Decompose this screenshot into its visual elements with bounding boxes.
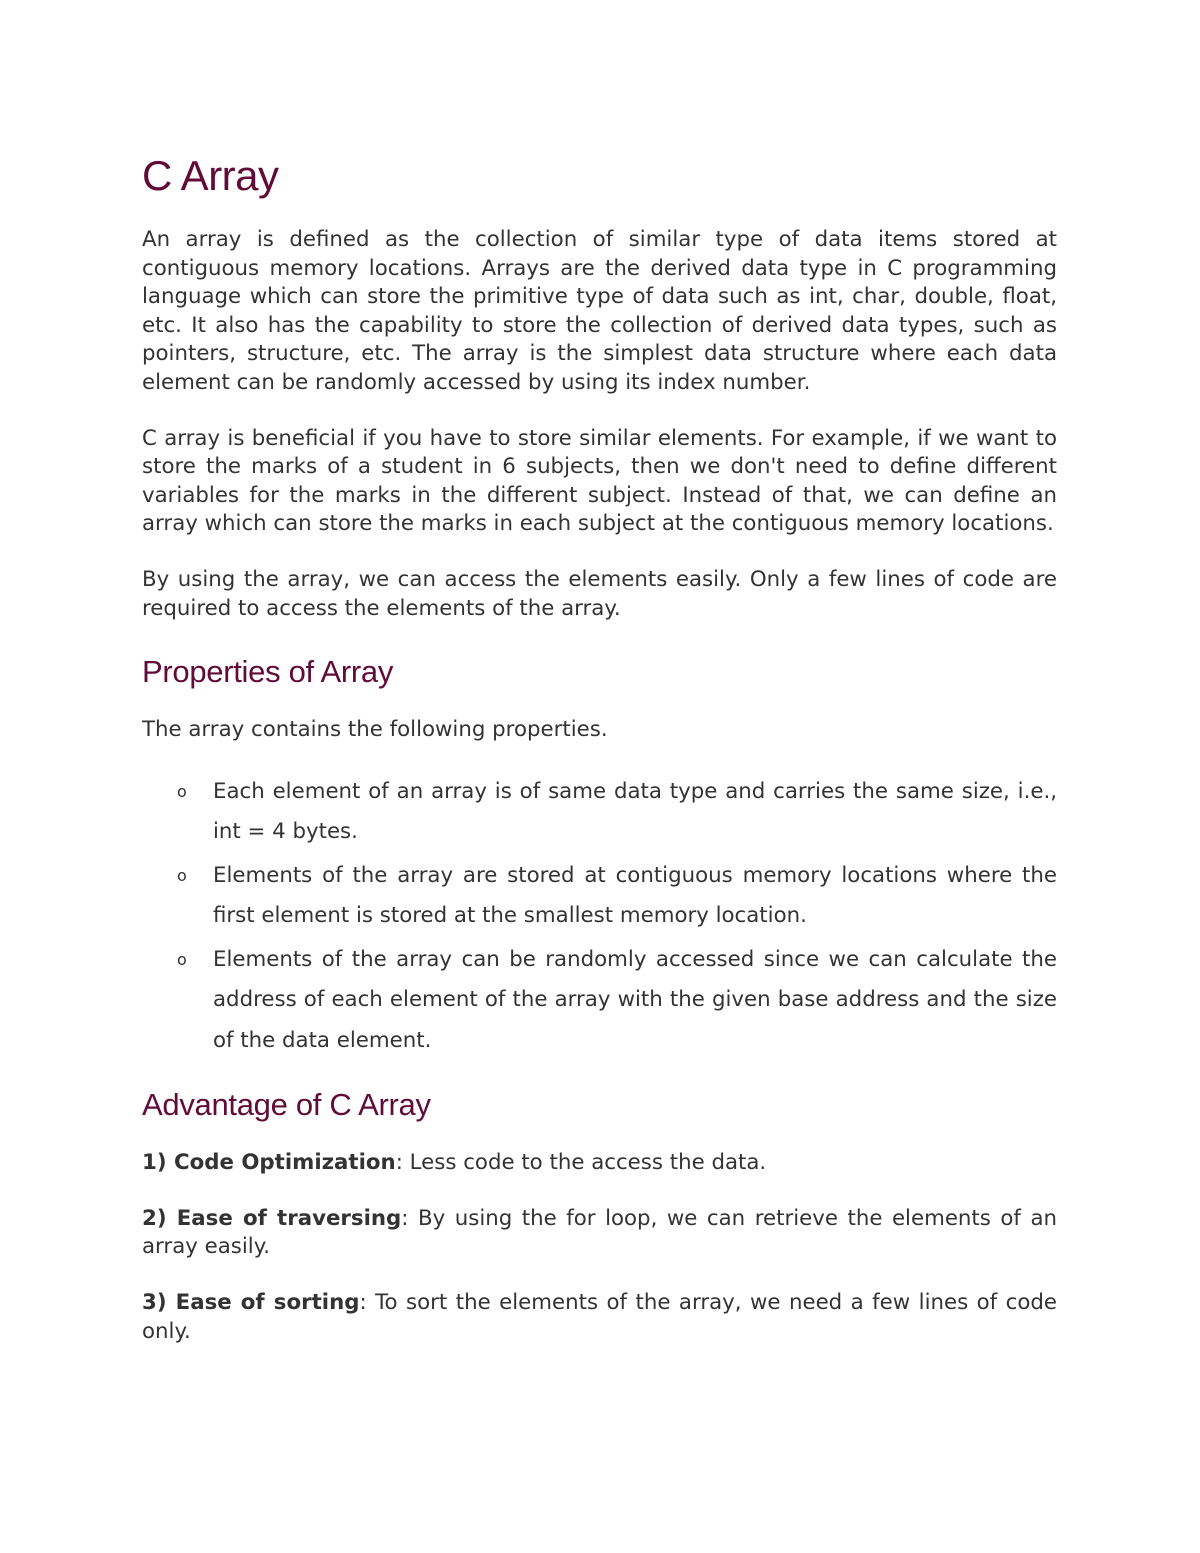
intro-paragraph-3: By using the array, we can access the elements easily. Only a few lines of code are required to access the elements of the array. [142, 566, 1057, 621]
list-item-text: Elements of the array can be randomly accessed since we can calculate the address of each element of the array with the given base address and the size of the data element. [213, 946, 1057, 1053]
advantage-item-1 [142, 1149, 1057, 1178]
advantage-label: 2) Ease of traversing [142, 1205, 402, 1231]
advantage-item-2 [142, 1205, 1057, 1262]
page-title: C Array [142, 152, 279, 199]
properties-intro: The array contains the following properties. [142, 717, 608, 743]
properties-list [142, 772, 1057, 1062]
circle-bullet-icon: o [177, 865, 187, 885]
advantage-text: : To sort the elements of the array, we need a few lines of code only. [142, 1290, 1057, 1344]
list-item-text: Elements of the array are stored at contiguous memory locations where the first element is stored at the smallest memory location. [213, 862, 1057, 929]
properties-heading: Properties of Array [142, 654, 394, 690]
circle-bullet-icon: o [177, 949, 187, 969]
advantage-text: : By using the for loop, we can retrieve the elements of an array easily. [142, 1205, 1057, 1260]
list-item [142, 772, 1057, 853]
list-item [142, 940, 1057, 1062]
advantage-item-3 [142, 1289, 1057, 1346]
document-page [142, 148, 1057, 1373]
intro-paragraph-2: C array is beneficial if you have to store similar elements. For example, if we want to store the marks of a student in 6 subjects, then we don't need to define different variables for the marks in the different subject. Instead of that, we can define an array which can store the marks in each subject at the contiguous memory locations. [142, 425, 1057, 537]
advantage-label: 1) Code Optimization [142, 1150, 396, 1176]
circle-bullet-icon: o [177, 781, 187, 801]
advantages-heading: Advantage of C Array [142, 1087, 431, 1123]
list-item-text: Each element of an array is of same data type and carries the same size, i.e., int = 4 bytes. [213, 778, 1057, 845]
list-item [142, 856, 1057, 937]
intro-paragraph-1: An array is defined as the collection of similar type of data items stored at contiguous memory locations. Arrays are the derived data type in C programming language which can store the primitive type of data such as int, char, double, float, etc. It also has the capability to store the collection of derived data types, such as pointers, structure, etc. The array is the simplest data structure where each data element can be randomly accessed by using its index number. [142, 227, 1057, 395]
advantage-label: 3) Ease of sorting [142, 1290, 360, 1315]
advantage-text: : Less code to the access the data. [395, 1150, 767, 1176]
